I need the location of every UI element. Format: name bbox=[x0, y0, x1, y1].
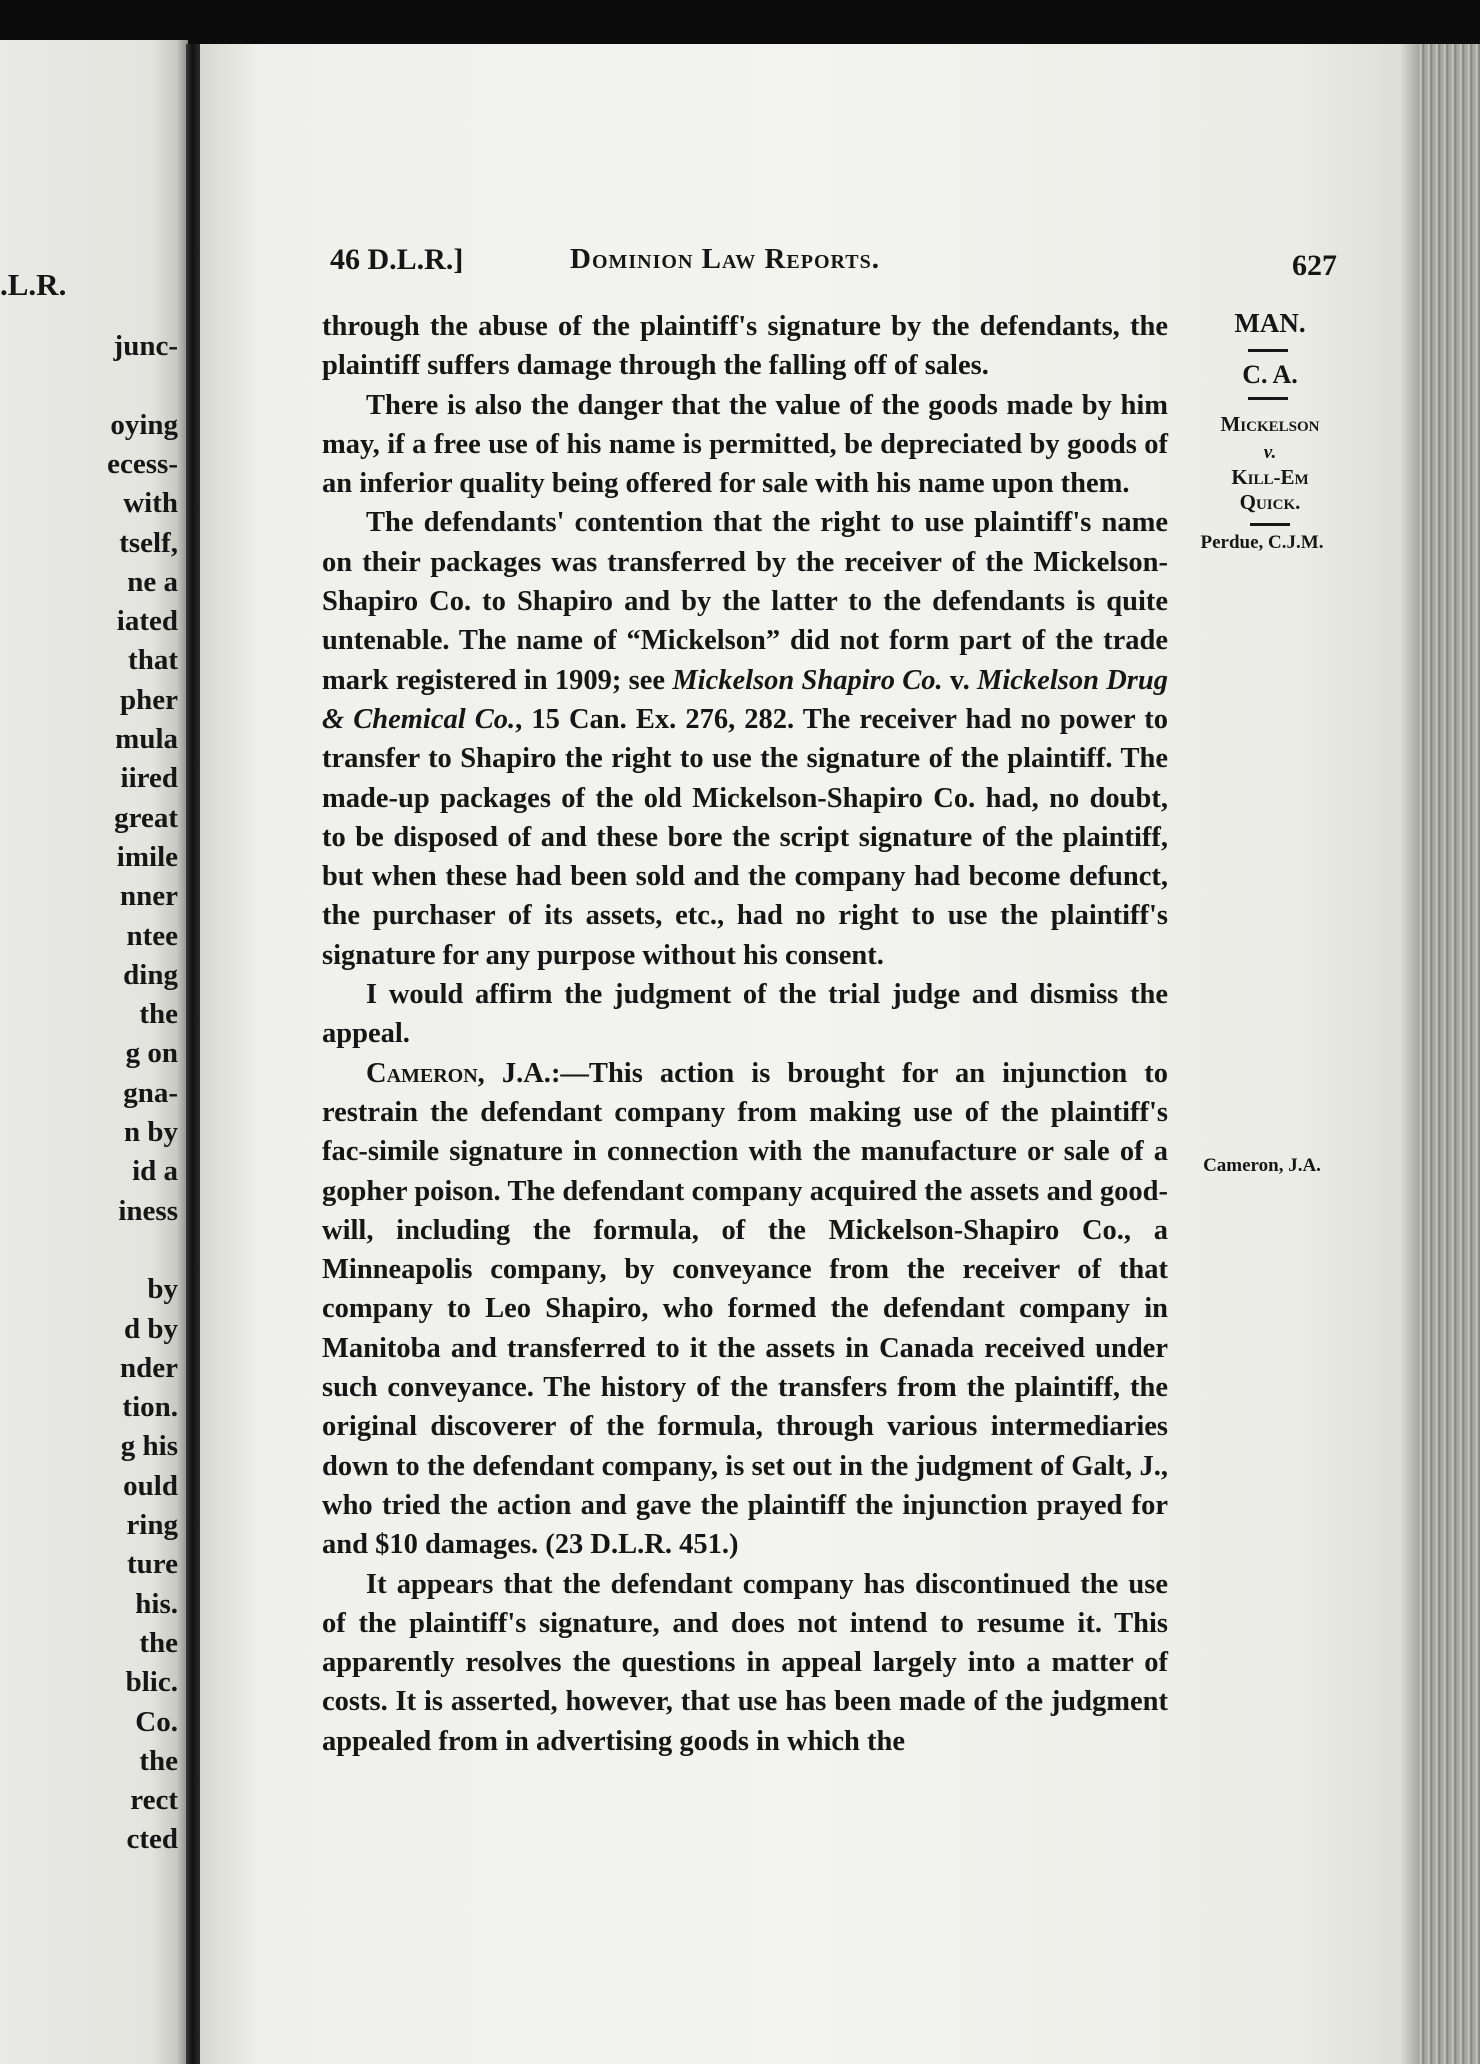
case-citation-1: Mickelson Shapiro Co. bbox=[672, 664, 943, 696]
sidenote-case-name-1: Mickelson bbox=[1220, 412, 1320, 436]
left-page-line-fragment: that bbox=[128, 644, 178, 677]
left-page-header-fragment: .L.R. bbox=[0, 267, 67, 302]
left-page-line-fragment: ecess- bbox=[107, 447, 178, 480]
sidenote-division: C. A. bbox=[1242, 360, 1298, 389]
sidenote-case-name-2: Kill-Em bbox=[1231, 465, 1309, 489]
left-page-line-fragment: id a bbox=[132, 1155, 178, 1188]
left-page-line-fragment: the bbox=[139, 998, 178, 1031]
left-page-line-fragment: the bbox=[139, 1744, 178, 1777]
left-page-line-fragment: ding bbox=[123, 958, 178, 991]
left-page-line-fragment: junc- bbox=[113, 330, 178, 362]
left-page-line-fragment: oying bbox=[110, 408, 178, 441]
sidenote-rule-1 bbox=[1248, 349, 1288, 352]
left-page-line-fragment: ring bbox=[126, 1509, 178, 1541]
left-page-line-fragment: blic. bbox=[125, 1666, 178, 1699]
page-edge-shadow bbox=[1400, 44, 1420, 2064]
left-page-line-fragment: n by bbox=[123, 1116, 178, 1148]
left-page-line-fragment: great bbox=[114, 801, 178, 834]
versus-text: v. bbox=[942, 664, 978, 696]
paragraph-2: There is also the danger that the value of the goods made by him may, if a free use of his name is permitted, be depreciated by goods of an inferior quality being offered for sale with his name upon them. bbox=[322, 389, 1168, 500]
case-citation-2: Mickelson Drug & Chemical Co. bbox=[322, 664, 1168, 735]
left-page-line-fragment: ntee bbox=[126, 919, 178, 952]
left-page-line-fragment: nner bbox=[120, 880, 178, 913]
body-text bbox=[322, 307, 1168, 1761]
left-page-line-fragment: with bbox=[123, 487, 178, 520]
left-page-line-fragment: cted bbox=[126, 1823, 178, 1856]
paragraph-5 bbox=[322, 1054, 1168, 1565]
paragraph-5-text: :—This action is brought for an injunction to restrain the defendant company from making use of the plaintiff's fac-simile signature in connection with the manufacture or sale of a gopher poison. The defendant company acquired the assets and good-will, including the formula, of the Mickelson-Shapiro Co., a Minneapolis company, by conveyance from the receiver of that company to Leo Shapiro, who formed the defendant company in Manitoba and transferred to it the assets in Canada received under such conveyance. The history of the transfers from the plaintiff, the original discoverer of the formula, through various intermediaries down to the defendant company, is set out in the judgment of Galt, J., who tried the action and gave the plaintiff the injunction prayed for and $10 damages. (23 D.L.R. 451.) bbox=[322, 1057, 1168, 1561]
page-number: 627 bbox=[1292, 249, 1337, 282]
sidenote-rule-3 bbox=[1250, 523, 1290, 526]
left-page-line-fragment: ne a bbox=[127, 565, 178, 598]
left-page-line-fragment: the bbox=[139, 1626, 178, 1659]
left-page-line-fragment: ould bbox=[123, 1469, 178, 1502]
left-page-line-fragment: pher bbox=[120, 683, 178, 716]
running-head-title: Dominion Law Reports. bbox=[570, 243, 880, 275]
paragraph-3-text-b: , 15 Can. Ex. 276, 282. The receiver had no power to transfer to Shapiro the right to use the signature of the plaintiff. The made-up packages of the old Mickelson-Shapiro Co. had, no doubt, to be disposed of and these bore the script signature of the plaintiff, but when these had been sold and the company had become defunct, the purchaser of its assets, etc., had no right to use the plaintiff's signature for any purpose without his consent. bbox=[322, 703, 1169, 971]
sidenote-case-name-3: Quick. bbox=[1239, 490, 1301, 514]
left-page-line-fragment: mula bbox=[115, 723, 178, 755]
left-page-line-fragment: iired bbox=[120, 762, 178, 795]
left-page-line-fragment: iated bbox=[116, 605, 178, 638]
paragraph-6: It appears that the defendant company has discontinued the use of the plaintiff's signature, and does not intend to resume it. This apparently resolves the questions in appeal largely into a matter of costs. It is asserted, however, that use has been made of the judgment appealed from in advertising goods in which the bbox=[322, 1568, 1168, 1757]
paragraph-3 bbox=[322, 503, 1168, 975]
left-page-line-fragment: g on bbox=[125, 1037, 178, 1070]
left-page-line-fragment: nder bbox=[120, 1351, 178, 1384]
page-stack-edge bbox=[1418, 44, 1480, 2064]
left-page-line-fragment: by bbox=[147, 1273, 178, 1306]
judge-name: Cameron, J.A. bbox=[366, 1057, 551, 1089]
sidenote-judge-1: Perdue, C.J.M. bbox=[1200, 532, 1324, 553]
sidenote-case-v: v. bbox=[1263, 442, 1277, 463]
running-head-volume: 46 D.L.R.] bbox=[330, 243, 464, 276]
sidenote-judge-2: Cameron, J.A. bbox=[1203, 1155, 1321, 1176]
left-page-line-fragment: imile bbox=[116, 840, 178, 873]
left-page-line-fragment: gna- bbox=[123, 1076, 178, 1109]
left-page bbox=[0, 40, 188, 2064]
sidenote-court: MAN. bbox=[1234, 308, 1306, 338]
paragraph-1: through the abuse of the plaintiff's signature by the defendants, the plaintiff suffers damage through the falling off of sales. bbox=[322, 311, 1168, 382]
sidenote-rule-2 bbox=[1248, 397, 1288, 400]
left-page-line-fragment: his. bbox=[135, 1587, 178, 1620]
book-gutter bbox=[186, 44, 200, 2064]
left-page-line-fragment: g his bbox=[120, 1430, 178, 1463]
left-page-line-fragment: tself, bbox=[119, 526, 178, 559]
left-page-line-fragment: Co. bbox=[135, 1705, 178, 1738]
left-page-line-fragment: ture bbox=[126, 1548, 178, 1581]
paragraph-4: I would affirm the judgment of the trial judge and dismiss the appeal. bbox=[322, 979, 1168, 1050]
paragraph-3-text-a: The defendants' contention that the right to use plaintiff's name on their packages was transferred by the receiver of the Mickelson-Shapiro Co. to Shapiro and by the latter to the defendants is quite untenable. The name of “Mickelson” did not form part of the trade mark registered in 1909; see bbox=[322, 507, 1168, 696]
left-page-line-fragment: iness bbox=[118, 1194, 178, 1227]
left-page-line-fragment: rect bbox=[130, 1784, 178, 1817]
left-page-line-fragment: tion. bbox=[122, 1391, 178, 1424]
left-page-line-fragment: d by bbox=[123, 1312, 178, 1345]
